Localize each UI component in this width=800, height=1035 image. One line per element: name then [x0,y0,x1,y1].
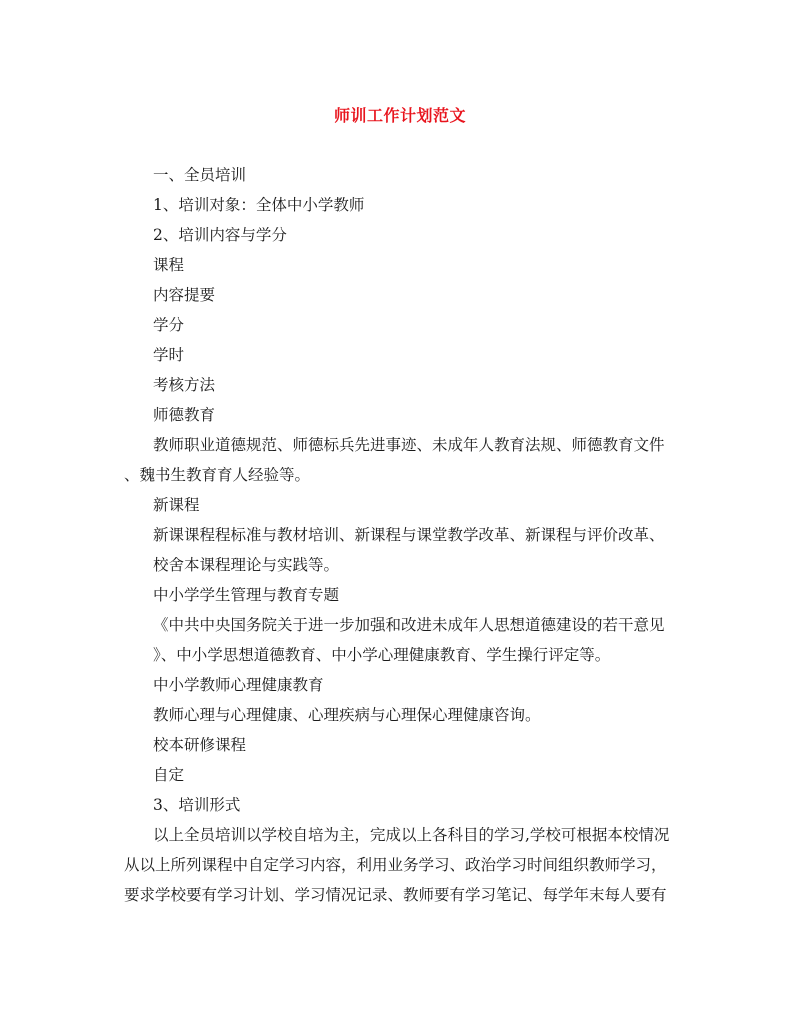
paragraph-line: 《中共中央国务院关于进一步加强和改进未成年人思想道德建设的若干意见 [153,616,665,634]
paragraph-line: 、魏书生教育育人经验等。 [124,466,311,484]
paragraph-line: 2、培训内容与学分 [153,226,287,244]
paragraph-line: 教师心理与心理健康、心理疾病与心理保心理健康咨询。 [153,706,541,724]
paragraph-line: 从以上所列课程中自定学习内容，利用业务学习、政治学习时间组织教师学习， [124,856,667,874]
paragraph-line: 学分 [153,316,185,334]
paragraph-line: 自定 [153,766,185,784]
paragraph-line: 以上全员培训以学校自培为主，完成以上各科目的学习,学校可根据本校情况 [153,826,670,844]
paragraph-line: 中小学教师心理健康教育 [153,676,324,694]
paragraph-line: 校本研修课程 [153,736,247,754]
paragraph-line: 内容提要 [153,286,216,304]
section-heading: 一、全员培训 [153,166,247,184]
paragraph-line: 学时 [153,346,185,364]
paragraph-line: 新课课程程标准与教材培训、新课程与课堂教学改革、新课程与评价改革、 [153,526,665,544]
paragraph-line: 师德教育 [153,406,216,424]
paragraph-line: 1、培训对象：全体中小学教师 [153,196,365,214]
paragraph-line: 》、中小学思想道德教育、中小学心理健康教育、学生操行评定等。 [153,646,611,664]
paragraph-line: 考核方法 [153,376,216,394]
paragraph-line: 课程 [153,256,185,274]
paragraph-line: 要求学校要有学习计划、学习情况记录、教师要有学习笔记、每学年末每人要有 [124,886,667,904]
paragraph-line: 中小学学生管理与教育专题 [153,586,340,604]
document-title: 师训工作计划范文 [333,106,466,125]
paragraph-line: 3、培训形式 [153,796,241,814]
paragraph-line: 新课程 [153,496,200,514]
document-body [124,160,684,910]
paragraph-line: 校舍本课程理论与实践等。 [153,556,340,574]
paragraph-line: 教师职业道德规范、师德标兵先进事迹、未成年人教育法规、师德教育文件 [153,436,665,454]
